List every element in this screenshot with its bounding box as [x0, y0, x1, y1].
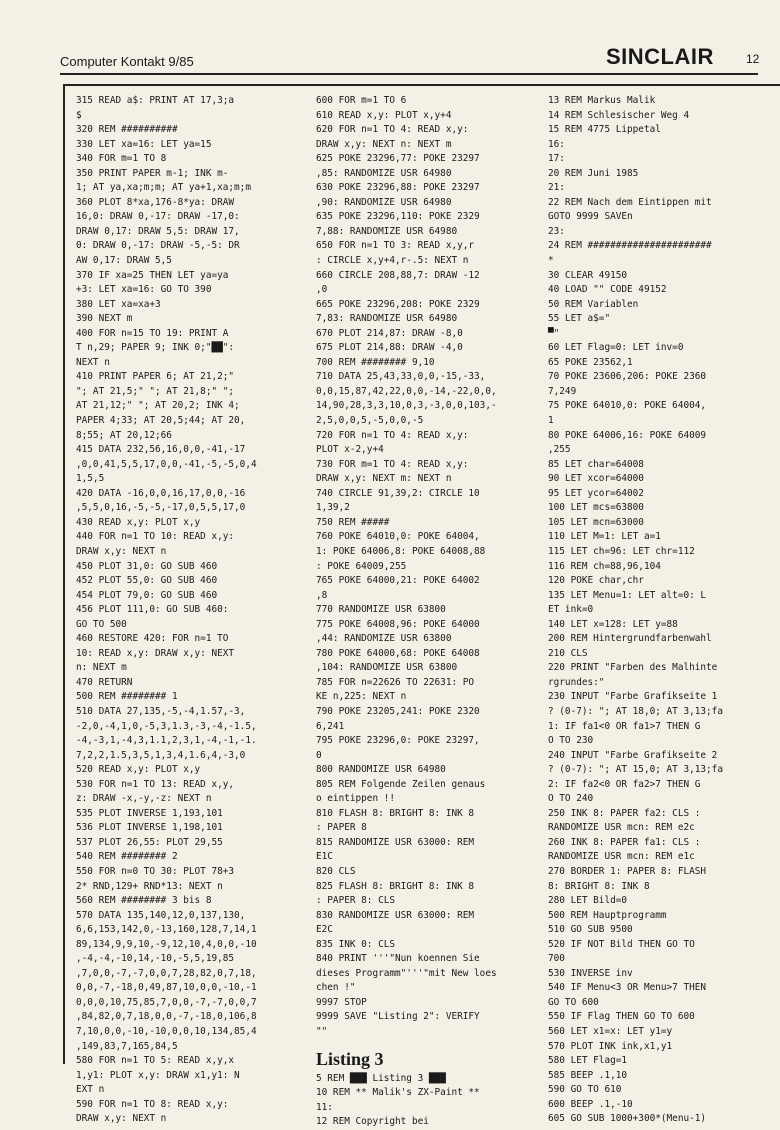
code-line: 7,88: RANDOMIZE USR 64980 — [316, 225, 458, 237]
code-line: 9999 SAVE "Listing 2": VERIFY — [316, 1011, 480, 1023]
code-line: RANDOMIZE USR mcn: REM e1c — [548, 851, 695, 863]
code-line: 760 POKE 64010,0: POKE 64004, — [316, 531, 480, 543]
code-line: 1; AT ya,xa;m;m; AT ya+1,xa;m;m — [76, 182, 251, 194]
code-line: 320 REM ########## — [76, 124, 178, 136]
code-line: E2C — [316, 924, 333, 936]
code-line: 80 POKE 64006,16: POKE 64009 — [548, 429, 707, 441]
code-line: 710 DATA 25,43,33,0,0,-15,-33, — [316, 371, 486, 383]
code-line: 520 IF NOT Bild THEN GO TO — [548, 938, 695, 950]
page-header — [0, 0, 780, 75]
code-line: 240 INPUT "Farbe Grafikseite 2 — [548, 749, 718, 761]
code-line: 536 PLOT INVERSE 1,198,101 — [76, 822, 223, 834]
code-line: ? (0-7): "; AT 18,0; AT 3,13;fa — [548, 705, 723, 717]
code-line: 450 PLOT 31,0: GO SUB 460 — [76, 560, 218, 572]
code-line: 400 FOR n=15 TO 19: PRINT A — [76, 327, 229, 339]
code-line: 10: READ x,y: DRAW x,y: NEXT — [76, 647, 235, 659]
code-line: 70 POKE 23606,206: POKE 2360 — [548, 371, 707, 383]
code-line: ,149,83,7,165,84,5 — [76, 1040, 178, 1052]
code-line: NEXT n — [76, 356, 110, 368]
code-line: : PAPER 8 — [316, 822, 367, 834]
code-line: 670 PLOT 214,87: DRAW -8,0 — [316, 327, 463, 339]
listing-3-title: Listing 3 — [316, 1048, 384, 1069]
code-line: 540 REM ######## 2 — [76, 851, 178, 863]
code-line: ,255 — [548, 444, 571, 456]
code-line: 30 CLEAR 49150 — [548, 269, 628, 281]
code-line: 24 REM ###################### — [548, 240, 712, 252]
code-line: 60 LET Flag=0: LET inv=0 — [548, 342, 684, 354]
code-line: 6,241 — [316, 720, 345, 732]
code-line: 530 INVERSE inv — [548, 967, 633, 979]
code-line: 750 REM ##### — [316, 516, 390, 528]
code-line: 700 REM ######## 9,10 — [316, 356, 435, 368]
code-line: 620 FOR n=1 TO 4: READ x,y: — [316, 124, 469, 136]
code-line: ,104: RANDOMIZE USR 63800 — [316, 662, 458, 674]
code-line: ,7,0,0,-7,-7,0,0,7,28,82,0,7,18, — [76, 967, 257, 979]
code-line: 415 DATA 232,56,16,0,0,-41,-17 — [76, 444, 246, 456]
code-line: 510 DATA 27,135,-5,-4,1.57,-3, — [76, 705, 246, 717]
code-line: 1 — [548, 415, 554, 427]
code-line: : POKE 64009,255 — [316, 560, 407, 572]
code-line: 15 REM 4775 Lippetal — [548, 124, 661, 136]
code-line: 570 DATA 135,140,12,0,137,130, — [76, 909, 246, 921]
code-line: 815 RANDOMIZE USR 63000: REM — [316, 836, 475, 848]
code-line: AW 0,17: DRAW 5,5 — [76, 255, 172, 267]
code-line: 0: DRAW 0,-17: DRAW -5,-5: DR — [76, 240, 240, 252]
code-line: T n,29; PAPER 9; INK 0;"██": — [76, 342, 235, 354]
header-rule — [60, 73, 758, 75]
code-line: 220 PRINT "Farben des Malhinte — [548, 662, 718, 674]
code-line: 110 LET M=1: LET a=1 — [548, 531, 661, 543]
code-line: ? (0-7): "; AT 15,0; AT 3,13;fa — [548, 764, 723, 776]
code-line: 11: — [316, 1101, 333, 1113]
code-line: 1,5,5 — [76, 473, 105, 485]
code-line: 0,0,15,87,42,22,0,0,-14,-22,0,0, — [316, 385, 497, 397]
code-line: 360 PLOT 8*xa,176-8*ya: DRAW — [76, 196, 235, 208]
code-line: 20 REM Juni 1985 — [548, 167, 639, 179]
code-line: 430 READ x,y: PLOT x,y — [76, 516, 201, 528]
code-line: EXT n — [76, 1084, 105, 1096]
code-line: 75 POKE 64010,0: POKE 64004, — [548, 400, 707, 412]
code-line: ,0,0,41,5,5,17,0,0,-41,-5,-5,0,4 — [76, 458, 257, 470]
code-line: rgrundes:" — [548, 676, 605, 688]
code-line: 40 LOAD "" CODE 49152 — [548, 284, 667, 296]
code-line: dieses Programm"'''"mit New loes — [316, 967, 497, 979]
code-line: 820 CLS — [316, 865, 356, 877]
code-line: KE n,225: NEXT n — [316, 691, 407, 703]
listing-column-3 — [548, 94, 778, 1127]
code-line: ,84,82,0,7,18,0,0,-7,-18,0,106,8 — [76, 1011, 257, 1023]
code-line: 22 REM Nach dem Eintippen mit — [548, 196, 712, 208]
code-line: 780 POKE 64000,68: POKE 64008 — [316, 647, 480, 659]
code-line: 500 REM ######## 1 — [76, 691, 178, 703]
code-line: 350 PRINT PAPER m-1; INK m- — [76, 167, 229, 179]
code-line: 1,39,2 — [316, 502, 350, 514]
code-line: 85 LET char=64008 — [548, 458, 644, 470]
code-line: $ — [76, 109, 82, 121]
code-line: 390 NEXT m — [76, 313, 133, 325]
code-line: 115 LET ch=96: LET chr=112 — [548, 545, 695, 557]
code-line: 410 PRINT PAPER 6; AT 21,2;" — [76, 371, 235, 383]
code-line: GO TO 600 — [548, 996, 599, 1008]
code-line: ,85: RANDOMIZE USR 64980 — [316, 167, 452, 179]
code-line: 454 PLOT 79,0: GO SUB 460 — [76, 589, 218, 601]
code-line: -4,-3,1,-4,3,1.1,2,3,1,-4,-1,-1. — [76, 735, 257, 747]
code-line: 510 GO SUB 9500 — [548, 924, 633, 936]
code-line: chen !" — [316, 982, 356, 994]
code-line: 775 POKE 64008,96: POKE 64000 — [316, 618, 480, 630]
code-line: 120 POKE char,chr — [548, 575, 644, 587]
code-line: 23: — [548, 225, 565, 237]
code-line: 16: — [548, 138, 565, 150]
code-line: PLOT x-2,y+4 — [316, 444, 384, 456]
code-line: 795 POKE 23296,0: POKE 23297, — [316, 735, 480, 747]
code-line: 452 PLOT 55,0: GO SUB 460 — [76, 575, 218, 587]
code-line: 7,10,0,0,-10,-10,0,0,10,134,85,4 — [76, 1026, 257, 1037]
code-line: 500 REM Hauptprogramm — [548, 909, 667, 921]
code-line: 95 LET ycor=64002 — [548, 487, 644, 499]
code-line: 835 INK 0: CLS — [316, 938, 396, 950]
code-line: 0,0,0,10,75,85,7,0,0,-7,-7,0,0,7 — [76, 996, 257, 1008]
code-line: 17: — [548, 153, 565, 165]
code-line: 590 GO TO 610 — [548, 1084, 622, 1096]
code-line: 2: IF fa2<0 OR fa2>7 THEN G — [548, 778, 701, 790]
code-line: 785 FOR n=22626 TO 22631: PO — [316, 676, 475, 688]
code-line: 8;55; AT 20,12;66 — [76, 429, 172, 441]
code-line: DRAW 0,17: DRAW 5,5: DRAW 17, — [76, 225, 240, 237]
code-line: DRAW x,y: NEXT n — [76, 545, 167, 557]
code-line: ▀" — [548, 327, 560, 339]
code-line: "" — [316, 1026, 328, 1037]
code-line: 89,134,9,9,10,-9,12,10,4,0,0,-10 — [76, 938, 257, 950]
code-line: DRAW x,y: NEXT n: NEXT m — [316, 138, 452, 150]
code-line: 660 CIRCLE 208,88,7: DRAW -12 — [316, 269, 480, 281]
code-line: 55 LET a$=" — [548, 313, 611, 325]
code-line: 570 PLOT INK ink,x1,y1 — [548, 1040, 673, 1052]
code-line: 535 PLOT INVERSE 1,193,101 — [76, 807, 223, 819]
code-line: 340 FOR m=1 TO 8 — [76, 153, 167, 165]
code-line: 560 LET x1=x: LET y1=y — [548, 1026, 673, 1037]
code-line: 520 READ x,y: PLOT x,y — [76, 764, 201, 776]
code-line: 790 POKE 23205,241: POKE 2320 — [316, 705, 480, 717]
code-line: ,44: RANDOMIZE USR 63800 — [316, 633, 452, 645]
code-line: ,90: RANDOMIZE USR 64980 — [316, 196, 452, 208]
code-line: 590 FOR n=1 TO 8: READ x,y: — [76, 1098, 229, 1110]
code-line: : PAPER 8: CLS — [316, 895, 396, 907]
code-line: DRAW x,y: NEXT m: NEXT n — [316, 473, 452, 485]
page-number: 12 — [746, 52, 760, 66]
code-line: 116 REM ch=88,96,104 — [548, 560, 661, 572]
code-line: 6,6,153,142,0,-13,160,128,7,14,1 — [76, 924, 257, 936]
code-line: 675 PLOT 214,88: DRAW -4,0 — [316, 342, 463, 354]
code-line: 260 INK 8: PAPER fa1: CLS : — [548, 836, 701, 848]
code-line: 1: POKE 64006,8: POKE 64008,88 — [316, 545, 486, 557]
code-line: 610 READ x,y: PLOT x,y+4 — [316, 109, 452, 121]
code-line: 800 RANDOMIZE USR 64980 — [316, 764, 446, 776]
code-line: 550 FOR n=0 TO 30: PLOT 78+3 — [76, 865, 235, 877]
code-line: 1: IF fa1<0 OR fa1>7 THEN G — [548, 720, 701, 732]
code-line: ,8 — [316, 589, 328, 601]
code-line: 250 INK 8: PAPER fa2: CLS : — [548, 807, 701, 819]
code-line: -2,0,-4,1,0,-5,3,1.3,-3,-4,-1.5, — [76, 720, 257, 732]
code-line: O TO 230 — [548, 735, 594, 747]
code-line: GO TO 500 — [76, 618, 127, 630]
code-line: 440 FOR n=1 TO 10: READ x,y: — [76, 531, 235, 543]
code-line: 560 REM ######## 3 bis 8 — [76, 895, 212, 907]
code-line: * — [548, 255, 554, 267]
code-line: 2,5,0,0,5,-5,0,0,-5 — [316, 415, 424, 427]
code-line: 210 CLS — [548, 647, 588, 659]
listing-column-1 — [76, 94, 286, 1127]
code-line: 65 POKE 23562,1 — [548, 356, 633, 368]
code-line: "; AT 21,5;" "; AT 21,8;" "; — [76, 385, 235, 397]
code-line: 2* RND,129+ RND*13: NEXT n — [76, 880, 223, 892]
code-line: 665 POKE 23296,208: POKE 2329 — [316, 298, 480, 310]
code-line: 9997 STOP — [316, 996, 367, 1008]
code-line: 550 IF Flag THEN GO TO 600 — [548, 1011, 695, 1023]
code-line: ,5,5,0,16,-5,-5,-17,0,5,5,17,0 — [76, 502, 246, 514]
code-line: 600 BEEP .1,-10 — [548, 1098, 633, 1110]
code-line: 12 REM Copyright bei — [316, 1116, 429, 1128]
section-brand: SINCLAIR — [606, 44, 714, 69]
code-line: 7,249 — [548, 385, 577, 397]
code-line: 1,y1: PLOT x,y: DRAW x1,y1: N — [76, 1069, 240, 1081]
code-line: GOTO 9999 SAVEn — [548, 211, 633, 223]
code-line: 770 RANDOMIZE USR 63800 — [316, 604, 446, 616]
code-line: 10 REM ** Malik's ZX-Paint ** — [316, 1087, 480, 1099]
code-line: 230 INPUT "Farbe Grafikseite 1 — [548, 691, 718, 703]
code-line: : CIRCLE x,y+4,r-.5: NEXT n — [316, 255, 469, 267]
code-line: 580 FOR n=1 TO 5: READ x,y,x — [76, 1055, 235, 1067]
code-line: 135 LET Menu=1: LET alt=0: L — [548, 589, 707, 601]
code-line: z: DRAW -x,-y,-z: NEXT n — [76, 793, 212, 805]
code-line: 470 RETURN — [76, 676, 133, 688]
code-line: 530 FOR n=1 TO 13: READ x,y, — [76, 778, 235, 790]
code-line: 540 IF Menu<3 OR Menu>7 THEN — [548, 982, 707, 994]
code-line: ,0 — [316, 284, 328, 296]
code-line: 585 BEEP .1,10 — [548, 1069, 628, 1081]
code-line: 810 FLASH 8: BRIGHT 8: INK 8 — [316, 807, 475, 819]
code-line: 456 PLOT 111,0: GO SUB 460: — [76, 604, 229, 616]
code-line: 200 REM Hintergrundfarbenwahl — [548, 633, 712, 645]
code-line: O TO 240 — [548, 793, 594, 805]
code-line: AT 21,12;" "; AT 20,2; INK 4; — [76, 400, 240, 412]
code-line: 537 PLOT 26,55: PLOT 29,55 — [76, 836, 223, 848]
code-line: 420 DATA -16,0,0,16,17,0,0,-16 — [76, 487, 246, 499]
listing-column-2 — [316, 94, 534, 1130]
code-line: 700 — [548, 953, 565, 965]
code-line: 0,0,-7,-18,0,49,87,10,0,0,-10,-1 — [76, 982, 257, 994]
code-line: 380 LET xa=xa+3 — [76, 298, 161, 310]
code-line: 765 POKE 64000,21: POKE 64002 — [316, 575, 480, 587]
code-line: ET ink=0 — [548, 604, 594, 616]
code-line: DRAW x,y: NEXT n — [76, 1113, 167, 1125]
code-line: 14,90,28,3,3,10,0,3,-3,0,0,103,- — [316, 400, 497, 412]
code-line: 805 REM Folgende Zeilen genaus — [316, 778, 486, 790]
code-line: 5 REM ███ Listing 3 ███ — [316, 1072, 446, 1084]
code-line: 140 LET x=128: LET y=88 — [548, 618, 678, 630]
code-line: 630 POKE 23296,88: POKE 23297 — [316, 182, 480, 194]
code-line: 825 FLASH 8: BRIGHT 8: INK 8 — [316, 880, 475, 892]
code-line: 315 READ a$: PRINT AT 17,3;a — [76, 95, 235, 106]
code-line: 100 LET mcs=63800 — [548, 502, 644, 514]
code-line: ,-4,-4,-10,14,-10,-5,5,19,85 — [76, 953, 235, 965]
code-line: 730 FOR m=1 TO 4: READ x,y: — [316, 458, 469, 470]
code-line: 280 LET Bild=0 — [548, 895, 628, 907]
code-line: 90 LET xcor=64000 — [548, 473, 644, 485]
code-line: 8: BRIGHT 8: INK 8 — [548, 880, 650, 892]
code-line: 600 FOR m=1 TO 6 — [316, 95, 407, 106]
code-line: 840 PRINT '''"Nun koennen Sie — [316, 953, 480, 965]
code-line: 7,2,2,1.5,3,5,1,3,4,1.6,4,-3,0 — [76, 749, 246, 761]
code-line: 50 REM Variablen — [548, 298, 639, 310]
code-line: 625 POKE 23296,77: POKE 23297 — [316, 153, 480, 165]
code-line: E1C — [316, 851, 333, 863]
code-line: 0 — [316, 749, 322, 761]
code-line: 830 RANDOMIZE USR 63000: REM — [316, 909, 475, 921]
code-line: 13 REM Markus Malik — [548, 95, 656, 106]
code-line: 635 POKE 23296,110: POKE 2329 — [316, 211, 480, 223]
code-line: 14 REM Schlesischer Weg 4 — [548, 109, 690, 121]
code-line: 105 LET mcn=63000 — [548, 516, 644, 528]
code-line: n: NEXT m — [76, 662, 127, 674]
code-line: 270 BORDER 1: PAPER 8: FLASH — [548, 865, 707, 877]
code-line: 330 LET xa=16: LET ya=15 — [76, 138, 212, 150]
code-line: PAPER 4;33; AT 20,5;44; AT 20, — [76, 415, 246, 427]
code-line: 16,0: DRAW 0,-17: DRAW -17,0: — [76, 211, 240, 223]
magazine-issue: Computer Kontakt 9/85 — [60, 54, 194, 69]
code-line: 720 FOR n=1 TO 4: READ x,y: — [316, 429, 469, 441]
code-line: o eintippen !! — [316, 793, 396, 805]
code-line: 21: — [548, 182, 565, 194]
code-line: 650 FOR n=1 TO 3: READ x,y,r — [316, 240, 475, 252]
code-line: 605 GO SUB 1000+300*(Menu-1) — [548, 1113, 707, 1125]
code-line: 460 RESTORE 420: FOR n=1 TO — [76, 633, 229, 645]
code-line: RANDOMIZE USR mcn: REM e2c — [548, 822, 695, 834]
code-line: 7,83: RANDOMIZE USR 64980 — [316, 313, 458, 325]
code-line: 740 CIRCLE 91,39,2: CIRCLE 10 — [316, 487, 480, 499]
code-line: 580 LET Flag=1 — [548, 1055, 628, 1067]
code-line: 370 IF xa=25 THEN LET ya=ya — [76, 269, 229, 281]
code-line: +3: LET xa=16: GO TO 390 — [76, 284, 212, 296]
